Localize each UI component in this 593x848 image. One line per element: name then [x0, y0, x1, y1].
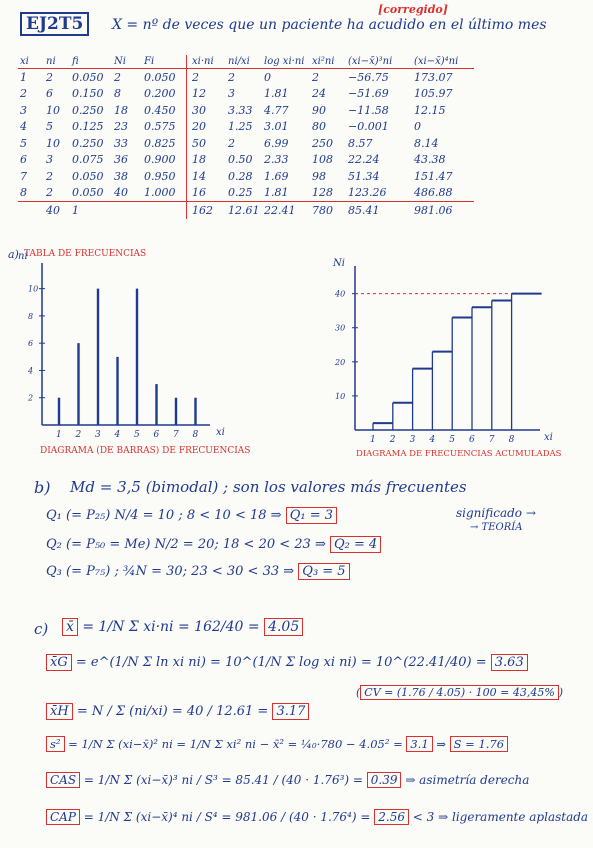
- x-tick-label: 6: [153, 430, 160, 440]
- mean-result: 4.05: [264, 618, 303, 636]
- table-cell: 1.81: [264, 186, 289, 200]
- y-tick-label: 40: [335, 289, 346, 299]
- table-cell: −11.58: [348, 103, 389, 117]
- table-cell: 0.050: [144, 70, 176, 84]
- cap-formula: = 1/N Σ (xi−x̄)⁴ ni / S⁴ = 981.06 / (40 · 1.76⁴) =: [83, 810, 371, 824]
- table-cell: 40: [114, 186, 128, 200]
- table-cell: 0.450: [144, 103, 176, 117]
- mean-line: [62, 619, 303, 635]
- table-cell: 0: [264, 70, 271, 84]
- table-cell: 0.200: [144, 87, 176, 101]
- table-cell: 0.250: [72, 136, 104, 150]
- table-cell: 0.25: [228, 186, 253, 200]
- table-cell: 2: [312, 70, 319, 84]
- harm-mean-symbol: x̄H: [46, 703, 73, 720]
- table-cell: 2: [114, 70, 121, 84]
- table-cell: 1.69: [264, 169, 289, 183]
- col-cubed: (xi−x̄)³ni: [346, 55, 412, 69]
- table-cell: 0: [414, 120, 421, 134]
- table-cell: 250: [312, 136, 333, 150]
- problem-statement: X = nº de veces que un paciente ha acudido en el último mes: [112, 17, 547, 33]
- cas-result: 0.39: [367, 772, 402, 788]
- x-tick-label: 8: [192, 430, 199, 440]
- table-cell: 0.250: [72, 103, 104, 117]
- x-tick-label: 5: [134, 430, 140, 440]
- cv-line: ( CV = (1.76 / 4.05) · 100 = 43,45% ): [356, 686, 564, 699]
- table-cell: 0.075: [72, 153, 104, 167]
- geo-mean-result: 3.63: [491, 654, 528, 671]
- table-cell: 2: [46, 169, 53, 183]
- cv-result: CV = (1.76 / 4.05) · 100 = 43,45%: [360, 685, 558, 700]
- table-cell: 0.125: [72, 120, 104, 134]
- x-tick-label: 3: [409, 435, 416, 445]
- table-cell: 90: [312, 103, 326, 117]
- table-cell: 0.050: [72, 70, 104, 84]
- table-cell: 38: [114, 169, 128, 183]
- table-cell: 3.01: [264, 120, 289, 134]
- cap-symbol: CAP: [46, 809, 80, 825]
- variance-result: 3.1: [406, 736, 432, 752]
- table-cell: 2.33: [264, 153, 289, 167]
- mode-line: Md = 3,5 (bimodal) ; son los valores más frecuentes: [70, 478, 467, 496]
- table-cell: 123.26: [348, 186, 387, 200]
- table-cell: 2: [187, 69, 227, 86]
- col-logxini: log xi·ni: [262, 55, 310, 69]
- col-ni-over-xi: ni/xi: [226, 55, 262, 69]
- table-cell: 3: [20, 103, 27, 117]
- table-cell: 128: [312, 186, 333, 200]
- table-cell: 3: [228, 87, 235, 101]
- section-a-label: a): [8, 248, 19, 261]
- geo-mean-line: [46, 655, 528, 670]
- table-cell: 486.88: [414, 186, 453, 200]
- table-cell: 3.33: [228, 103, 253, 117]
- col-xi: xi: [18, 55, 44, 69]
- harm-mean-line: [46, 704, 309, 719]
- y-tick-label: 8: [28, 311, 34, 321]
- col-fi: fi: [70, 55, 112, 69]
- table-cell: 1: [20, 70, 27, 84]
- y-axis-label: ni: [18, 251, 28, 262]
- q2-formula: Q₂ (= P₅₀ = Me) N/2 = 20; 18 < 20 < 23 ⇒: [46, 537, 326, 552]
- x-tick-label: 7: [173, 430, 179, 440]
- table-cell: 98: [312, 169, 326, 183]
- table-cell: 0.50: [228, 153, 253, 167]
- x-tick-label: 2: [389, 435, 396, 445]
- variance-line: s² = 1/N Σ (xi−x̄)² ni = 1/N Σ xi² ni − x̄² = ¼₀·780 − 4.05² = 3.1 ⇒ S = 1.76: [46, 737, 508, 751]
- table-cell: −0.001: [348, 120, 389, 134]
- cas-symbol: CAS: [46, 772, 80, 788]
- table-cell: 50: [187, 135, 227, 152]
- table-caption: TABLA DE FRECUENCIAS: [24, 249, 147, 259]
- q1-line: [46, 508, 337, 523]
- x-tick-label: 4: [114, 430, 121, 440]
- y-tick-label: 4: [28, 366, 34, 376]
- cas-formula: = 1/N Σ (xi−x̄)³ ni / S³ = 85.41 / (40 · 1.76³) =: [83, 773, 363, 787]
- q3-result: Q₃ = 5: [298, 563, 349, 580]
- table-cell: 36: [114, 153, 128, 167]
- table-cell: 0.050: [72, 169, 104, 183]
- q1-result: Q₁ = 3: [286, 507, 337, 524]
- bar-chart-caption: DIAGRAMA (DE BARRAS) DE FRECUENCIAS: [40, 446, 251, 456]
- cas-line: [46, 773, 529, 787]
- table-cell: 6.99: [264, 136, 289, 150]
- table-cell: −56.75: [348, 70, 389, 84]
- table-cell: 0.575: [144, 120, 176, 134]
- table-cell: 105.97: [414, 87, 453, 101]
- table-cell: 7: [20, 169, 27, 183]
- col-fourth: (xi−x̄)⁴ni: [412, 55, 474, 69]
- q2-line: [46, 537, 381, 552]
- table-cell: 22.24: [348, 153, 380, 167]
- q3-line: [46, 564, 350, 579]
- table-cell: 173.07: [414, 70, 453, 84]
- bar-chart: [18, 251, 225, 440]
- table-cell: 1.81: [264, 87, 289, 101]
- table-cell: 4.77: [264, 103, 289, 117]
- x-tick-label: 3: [95, 430, 101, 440]
- cap-result: 2.56: [374, 809, 409, 825]
- table-cell: 10: [46, 103, 60, 117]
- table-cell: 3: [46, 153, 53, 167]
- table-cell: 780: [310, 202, 346, 219]
- table-cell: 8: [20, 186, 27, 200]
- table-cell: 162: [187, 202, 227, 219]
- mean-formula: = 1/N Σ xi·ni = 162/40 =: [82, 619, 260, 635]
- x-tick-label: 1: [370, 435, 376, 445]
- table-cell: 30: [187, 102, 227, 119]
- table-cell: −51.69: [348, 87, 389, 101]
- table-cell: 10: [46, 136, 60, 150]
- geo-mean-symbol: x̄G: [46, 654, 72, 671]
- q1-formula: Q₁ (= P₂₅) N/4 = 10 ; 8 < 10 < 18 ⇒: [46, 508, 282, 523]
- table-cell: 108: [312, 153, 333, 167]
- table-cell: 51.34: [348, 169, 380, 183]
- y-tick-label: 10: [335, 391, 346, 401]
- table-cell: 0.825: [144, 136, 176, 150]
- harm-mean-formula: = N / Σ (ni/xi) = 40 / 12.61 =: [76, 704, 269, 719]
- col-Fi: Fi: [142, 55, 187, 69]
- table-cell: 24: [312, 87, 326, 101]
- q3-formula: Q₃ (= P₇₅) ; ¾N = 30; 23 < 30 < 33 ⇒: [46, 564, 295, 579]
- mean-symbol: x̄: [62, 618, 78, 636]
- x-tick-label: 7: [488, 435, 495, 445]
- geo-mean-formula: = e^(1/N Σ ln xi ni) = 10^(1/N Σ log xi ni) = 10^(22.41/40) =: [75, 655, 487, 670]
- y-tick-label: 20: [335, 357, 346, 367]
- corrected-label: [corregido]: [378, 3, 448, 16]
- x-tick-label: 2: [75, 430, 82, 440]
- x-tick-label: 6: [469, 435, 475, 445]
- significance-note: significado →: [456, 506, 536, 520]
- theory-note: → TEORÍA: [470, 522, 523, 533]
- table-cell: 18: [187, 152, 227, 169]
- y-tick-label: 2: [28, 393, 34, 403]
- table-cell: 12.61: [226, 202, 262, 219]
- table-cell: 2: [228, 136, 235, 150]
- section-c-label: c): [34, 620, 49, 638]
- x-tick-label: 4: [429, 435, 436, 445]
- cap-line: [46, 810, 588, 824]
- table-cell: 0.950: [144, 169, 176, 183]
- table-cell: 43.38: [414, 153, 446, 167]
- step-chart-caption: DIAGRAMA DE FRECUENCIAS ACUMULADAS: [356, 449, 562, 459]
- table-cell: 20: [187, 119, 227, 136]
- table-cell: 981.06: [412, 202, 474, 219]
- y-axis-label: Ni: [333, 258, 345, 269]
- q2-result: Q₂ = 4: [330, 536, 381, 553]
- exercise-code: EJ2T5: [20, 12, 89, 36]
- table-cell: 2: [46, 186, 53, 200]
- table-cell: 1.25: [228, 120, 253, 134]
- table-cell: 5: [46, 120, 53, 134]
- section-b-label: b): [34, 478, 51, 497]
- table-cell: 12.15: [414, 103, 446, 117]
- x-axis-label: xi: [216, 427, 225, 438]
- table-cell: 8: [114, 87, 121, 101]
- col-xini: xi·ni: [187, 55, 227, 69]
- table-cell: 22.41: [262, 202, 310, 219]
- table-cell: 1: [70, 202, 112, 219]
- table-cell: 6: [46, 87, 53, 101]
- table-cell: 23: [114, 120, 128, 134]
- sd-result: S = 1.76: [450, 736, 508, 752]
- table-cell: 8.14: [414, 136, 439, 150]
- table-cell: 4: [20, 120, 27, 134]
- table-cell: 8.57: [348, 136, 373, 150]
- y-tick-label: 6: [28, 339, 34, 349]
- table-cell: 5: [20, 136, 27, 150]
- table-cell: 16: [187, 185, 227, 202]
- table-cell: 0.28: [228, 169, 253, 183]
- table-cell: 2: [46, 70, 53, 84]
- table-cell: 2: [20, 87, 27, 101]
- table-cell: 18: [114, 103, 128, 117]
- table-cell: 14: [187, 168, 227, 185]
- cap-note: < 3 ⇒ ligeramente aplastada: [412, 810, 589, 824]
- x-tick-label: 5: [449, 435, 455, 445]
- variance-formula: = 1/N Σ (xi−x̄)² ni = 1/N Σ xi² ni − x̄² = ¼₀·780 − 4.05² =: [68, 737, 403, 751]
- harm-mean-result: 3.17: [272, 703, 309, 720]
- col-xi2ni: xi²ni: [310, 55, 346, 69]
- table-cell: 85.41: [346, 202, 412, 219]
- y-tick-label: 10: [28, 284, 39, 294]
- col-Ni: Ni: [112, 55, 142, 69]
- table-cell: 0.150: [72, 87, 104, 101]
- table-cell: 0.900: [144, 153, 176, 167]
- table-cell: 40: [44, 202, 70, 219]
- x-tick-label: 1: [56, 430, 62, 440]
- x-axis-label: xi: [544, 432, 553, 443]
- variance-symbol: s²: [46, 736, 65, 752]
- table-cell: 6: [20, 153, 27, 167]
- table-cell: 2: [228, 70, 235, 84]
- table-cell: 80: [312, 120, 326, 134]
- table-cell: 0.050: [72, 186, 104, 200]
- col-ni: ni: [44, 55, 70, 69]
- table-cell: 1.000: [144, 186, 176, 200]
- table-cell: 33: [114, 136, 128, 150]
- x-tick-label: 8: [508, 435, 515, 445]
- cumulative-step-chart: [332, 258, 553, 445]
- table-cell: 12: [187, 86, 227, 103]
- table-cell: 151.47: [414, 169, 453, 183]
- y-tick-label: 30: [335, 323, 346, 333]
- cas-note: ⇒ asimetría derecha: [405, 773, 530, 787]
